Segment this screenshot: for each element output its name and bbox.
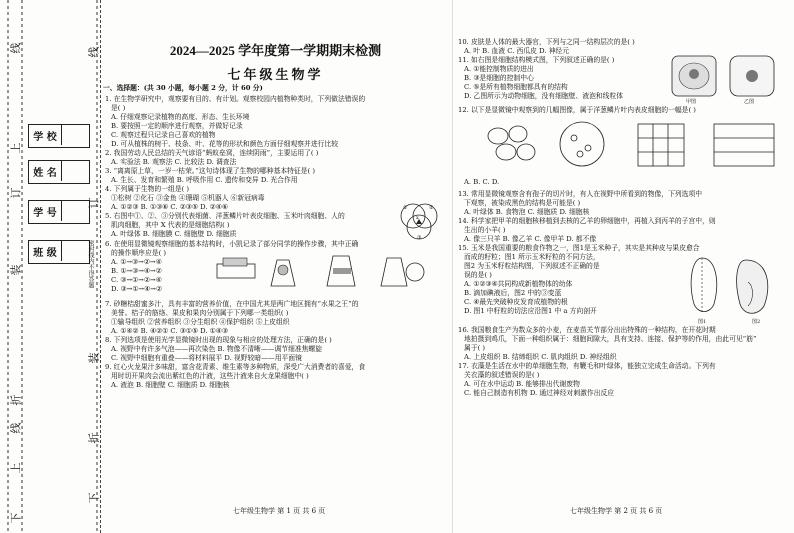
section-heading: 一、选择题：(共 30 小题，每小题 2 分，计 60 分) (103, 84, 263, 92)
option-line: B. ③是细胞的控制中心 (464, 74, 534, 82)
option-line: D. 乙图所示为动物细胞，没有细胞壁、液泡和线粒体 (464, 92, 624, 100)
name-box[interactable] (61, 161, 88, 181)
venn-label: ② (429, 205, 434, 211)
bind-word: 订 (87, 197, 101, 209)
class-label: 班 级 (33, 248, 57, 259)
page-footer: 七年级生物学 第 1 页 共 6 页 (233, 507, 326, 515)
question-line: 美誉。桔子的筋络、果皮和果肉分别属于下列哪一类组织( ) (111, 309, 289, 317)
exam-title: 2024—2025 学年度第一学期期末检测 (169, 43, 382, 58)
option-line: A. 实验法 B. 观察法 C. 比较法 D. 调查法 (111, 158, 237, 166)
option-line: D. 可从植株的树干、枝条、叶、花等的形状和颜色方面仔细观察并进行比较 (111, 140, 339, 148)
school-label: 学 校 (33, 132, 57, 143)
question-line: 是( ) (111, 104, 126, 112)
option-line: C. ④最先突破种皮发育成植物的根 (464, 298, 568, 306)
option-line: ①输导组织 ②营养组织 ③分生组织 ④保护组织 ⑤上皮组织 (111, 318, 290, 326)
option-line: A. 视野中有许多气泡——再次染色 B. 物像不清晰——调节细准焦螺旋 (111, 345, 323, 353)
question-line: 4. 下列属于生物的一组是( ) (105, 185, 190, 193)
option-line: A. ①→③→②→④ (111, 258, 162, 266)
option-line: C. 能自己制造有机物 D. 通过神经对刺激作出反应 (464, 389, 615, 397)
option-line: A. ①②③ B. ①③⑥ C. ②③⑤ D. ②④⑥ (111, 203, 228, 211)
venn-label: ① (403, 205, 408, 211)
page-footer: 七年级生物学 第 2 页 共 6 页 (570, 507, 663, 515)
figure-label: 图2 (752, 319, 761, 325)
question-line: 14. 科学家把甲羊的细胞核移植到去核的乙羊的卵细胞中，再植入到丙羊的子宫中，则 (458, 217, 716, 225)
option-line: C. ③→①→②→④ (111, 276, 162, 284)
option-line: B. 滴加碘液后，图2 中的③变蓝 (464, 289, 562, 297)
option-line: A. ①能控制物质的进出 (464, 65, 534, 73)
option-line: A. 生长、发育和繁殖 B. 呼吸作用 C. 遗传和变异 D. 光合作用 (111, 176, 298, 184)
student-id-field[interactable] (28, 200, 90, 224)
bind-word: 线 (9, 422, 23, 434)
question-line: 12. 以下是显微镜中观察到的几幅图像，属于洋葱鳞片叶内表皮细胞的一幅是( ) (458, 106, 696, 114)
bind-word: 折 (9, 394, 23, 406)
bind-word: 下 (9, 512, 23, 524)
question-line: 5. 右图中①、②、③分别代表细菌、洋葱鳞片叶表皮细胞、玉米叶肉细胞、人的 (105, 212, 345, 220)
option-line: A. 液泡 B. 细胞壁 C. 细胞质 D. 细胞核 (111, 381, 230, 389)
bind-word: 下 (87, 492, 101, 504)
question-line: 用时切开果肉会流出紫红色的汁液，这些汁液来自火龙果细胞中( ) (111, 372, 309, 380)
option-line: A. ①②③④共同构成新植物体的幼体 (464, 280, 573, 288)
option-line: D. 图1 中籽粒的切法应沿图1 中 a 方向剖开 (464, 307, 597, 315)
option-line: A. 叶绿体 B. 食物泡 C. 细胞质 D. 细胞核 (464, 208, 590, 216)
corn-kernel-figure (688, 252, 778, 322)
name-field[interactable] (28, 160, 90, 184)
question-line: 17. 衣藻是生活在水中的单细胞生物，有鞭毛和叶绿体，能独立完成生命活动。下列有 (458, 362, 716, 370)
question-line: 16. 我国粮食生产为数众多的小麦，在麦苗关节部分出出特殊的一种结构，在开花时期 (458, 326, 716, 334)
exam-subtitle: 七年级生物学 (227, 68, 324, 83)
option-line: B. ①→③→④→② (111, 267, 162, 275)
question-line: 属于( ) (464, 344, 486, 352)
question-line: 13. 常用显微镜观察含有孢子的切片时，有人在视野中所看到的物像，下列选项中 (458, 190, 703, 198)
question-line: 3. “离离原上草，一岁一枯荣。”这句诗体现了生物的哪种基本特征是( ) (105, 167, 315, 175)
option-line: C. 观察过程只记录自己喜欢的植物 (111, 131, 216, 139)
question-line: 生出的小羊( ) (464, 226, 506, 234)
school-field[interactable] (28, 124, 90, 148)
bind-word: 折 (87, 432, 101, 444)
option-line: ①松树 ②化石 ③金鱼 ④珊瑚 ⑤机器人 ⑥新冠病毒 (111, 194, 265, 202)
class-field[interactable] (28, 240, 90, 264)
question-line: 肌肉细胞，其中 X 代表的是细胞结构( ) (111, 221, 230, 229)
option-line: A. 仔细观察记录植物的高度、形态、生长环境 (111, 113, 250, 121)
class-box[interactable] (61, 241, 88, 261)
question-line: 1. 在生物学研究中，观察要有目的、有计划。观察校园内植物种类时，下列做法错误的 (105, 95, 366, 103)
option-line: A. 叶绿体 B. 细胞膜 C. 细胞壁 D. 细胞质 (111, 230, 237, 238)
question-line: 7. 砂糖桔甜蜜多汁，具有丰富的营养价值，在中国尤其是两广地区拥有“水果之王”的 (105, 300, 359, 308)
option-line: C. ⑤是所有植物细胞都具有的结构 (464, 83, 568, 91)
figure-label: 甲图 (686, 99, 697, 105)
bind-word: 订 (9, 187, 23, 199)
option-letters: A. B. C. D. (464, 178, 500, 186)
bind-word: 上 (9, 462, 23, 474)
figure-label: 图1 (698, 319, 707, 325)
option-line: C. 视野中细胞有重叠——将材料展平 D. 视野较暗——用平面镜 (111, 354, 302, 362)
question-line: 图2 为玉米籽粒结构图，下列叙述不正确的是 (464, 262, 600, 270)
option-line: A. 叶 B. 血液 C. 西瓜皮 D. 神经元 (464, 47, 570, 55)
figure-label: 乙图 (744, 99, 755, 105)
page-1 (103, 0, 448, 533)
binding-margin (0, 0, 101, 533)
question-line: 的操作顺序应是( ) (111, 249, 167, 257)
question-line: 而成的籽粒；图1 所示玉米籽粒的不同方法， (464, 253, 600, 261)
question-line: 8. 下列选项是使用光学显微镜时出现的现象与相应的处理方法，正确的是( ) (105, 336, 332, 344)
school-box[interactable] (61, 125, 88, 145)
sealing-warning: 密封线内不得答题 (87, 240, 94, 288)
question-line: 地拍摄到鸡爪，下面一种组织属于：细胞间隙大，具有支持、连接、保护等的作用，由此可见“筋” (464, 335, 757, 343)
option-line: A. 像三只羊 B. 像乙羊 C. 像甲羊 D. 都不像 (464, 235, 597, 243)
question-line: 15. 玉米是我国重要的粮食作物之一，图1是玉米种子，其实是其种皮与果皮愈合 (458, 244, 700, 252)
page-2 (458, 0, 794, 533)
question-line: 关衣藻的叙述错误的是( ) (464, 371, 540, 379)
page-divider (452, 0, 453, 533)
question-line: 下观察，被染成黑色的结构是可能是( ) (464, 199, 581, 207)
microscope-steps-figure (215, 250, 443, 298)
student-id-box[interactable] (61, 201, 88, 221)
bind-word: 装 (87, 352, 101, 364)
name-label: 姓 名 (33, 168, 57, 179)
micrograph-options (482, 118, 782, 178)
option-line: A. 可在水中运动 B. 能够排出代谢废物 (464, 380, 580, 388)
option-line: B. 要按照一定的顺序进行观察，并做好记录 (111, 122, 243, 130)
question-line: 6. 在使用显微镜观察细胞的基本结构时，小凯记录了部分同学的操作步骤，其中正确 (105, 240, 359, 248)
question-line: 11. 如右图是细胞结构模式图，下列叙述正确的是( ) (458, 56, 615, 64)
question-line: 9. 红心火龙果汁多味甜，富含花青素、维生素等多种物质，深受广大消费者的喜爱，食 (105, 363, 366, 371)
venn-label: ③ (417, 235, 422, 241)
option-line: A. 上皮组织 B. 结缔组织 C. 肌肉组织 D. 神经组织 (464, 353, 617, 361)
bind-word: 上 (9, 142, 23, 154)
option-line: A. ①④② B. ④②① C. ③①⑤ D. ①④③ (111, 327, 228, 335)
venn-label: x (416, 215, 419, 221)
student-id-label: 学 号 (33, 208, 57, 219)
bind-word: 装 (9, 264, 23, 276)
bind-word: 线 (9, 42, 23, 54)
bind-word: 线 (87, 46, 101, 58)
question-line: 误的是( ) (464, 271, 492, 279)
option-line: D. ③→①→④→② (111, 285, 162, 293)
question-line: 2. 我国劳动人民总结的天气谚语“蚂蚁垒窝，连续阴雨”，主要运用了( ) (105, 149, 319, 157)
question-line: 10. 皮肤是人体的最大器官，下列与之同一结构层次的是( ) (458, 38, 635, 46)
